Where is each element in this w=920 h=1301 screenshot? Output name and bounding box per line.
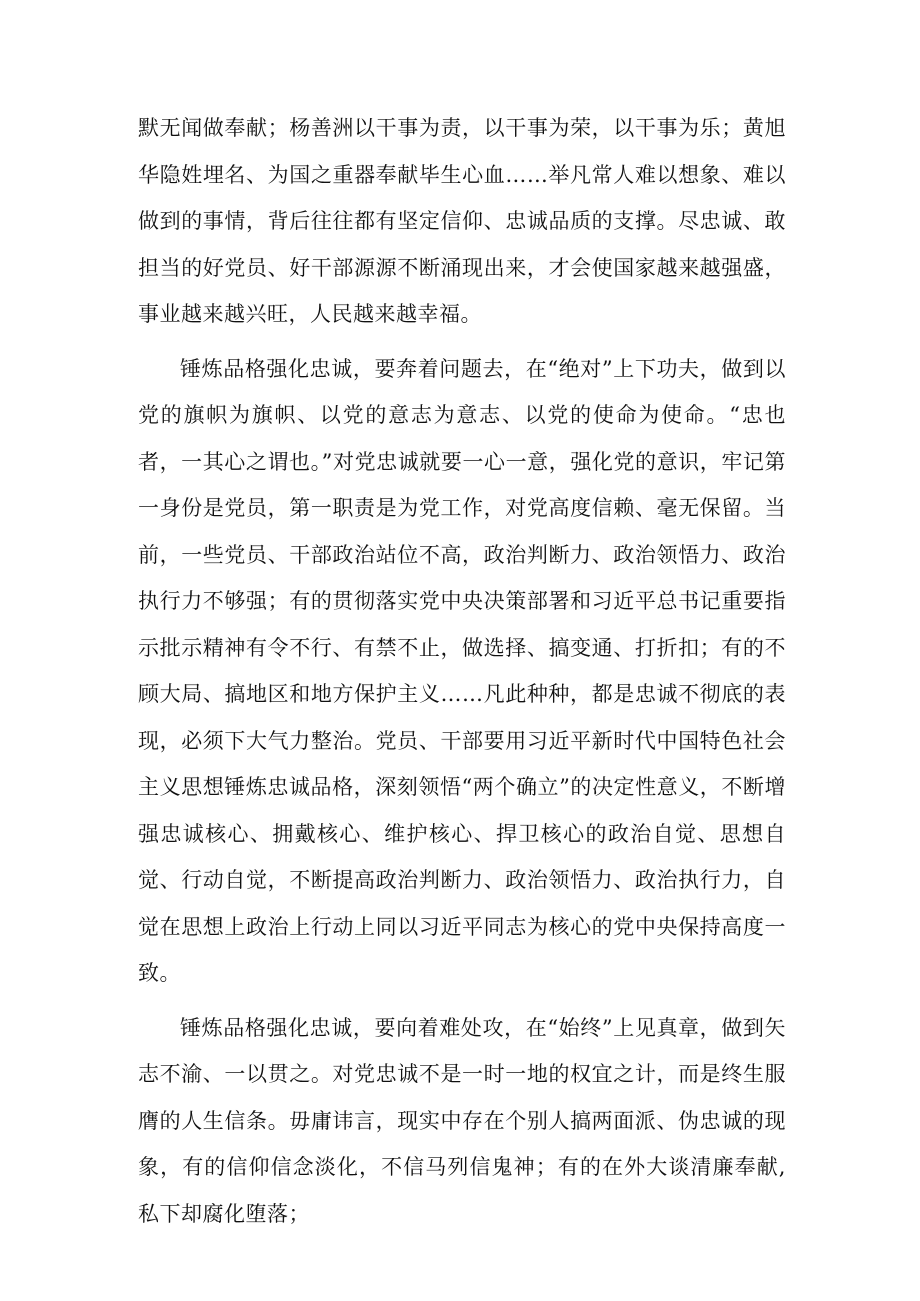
paragraph-3: 锤炼品格强化忠诚，要向着难处攻，在“始终”上见真章，做到矢志不渝、一以贯之。对党忠诚不是一时一地的权宜之计，而是终生服膺的人生信条。毋庸讳言，现实中存在个别人搞两面派、伪忠诚的现象，有的信仰信念淡化，不信马列信鬼神；有的在外大谈清廉奉献,私下却腐化堕落； (138, 1015, 786, 1226)
paragraph-2: 锤炼品格强化忠诚，要奔着问题去，在“绝对”上下功夫，做到以党的旗帜为旗帜、以党的意志为意志、以党的使命为使命。“忠也者，一其心之谓也。”对党忠诚就要一心一意，强化党的意识，牢记第一身份是党员，第一职责是为党工作，对党高度信赖、毫无保留。当前，一些党员、干部政治站位不高，政治判断力、政治领悟力、政治执行力不够强；有的贯彻落实党中央决策部署和习近平总书记重要指示批示精神有令不行、有禁不止，做选择、搞变通、打折扣；有的不顾大局、搞地区和地方保护主义……凡此种种，都是忠诚不彻底的表现，必须下大气力整治。党员、干部要用习近平新时代中国特色社会主义思想锤炼忠诚品格，深刻领悟“两个确立”的决定性意义，不断增强忠诚核心、拥戴核心、维护核心、捍卫核心的政治自觉、思想自觉、行动自觉，不断提高政治判断力、政治领悟力、政治执行力，自觉在思想上政治上行动上同以习近平同志为核心的党中央保持高度一致。 (138, 356, 786, 985)
paragraph-1: 默无闻做奉献；杨善洲以干事为责，以干事为荣，以干事为乐；黄旭华隐姓埋名、为国之重器奉献毕生心血……举凡常人难以想象、难以做到的事情，背后往往都有坚定信仰、忠诚品质的支撑。尽忠诚、敢担当的好党员、好干部源源不断涌现出来，才会使国家越来越强盛，事业越来越兴旺，人民越来越幸福。 (138, 116, 786, 326)
document-body (138, 105, 786, 1237)
